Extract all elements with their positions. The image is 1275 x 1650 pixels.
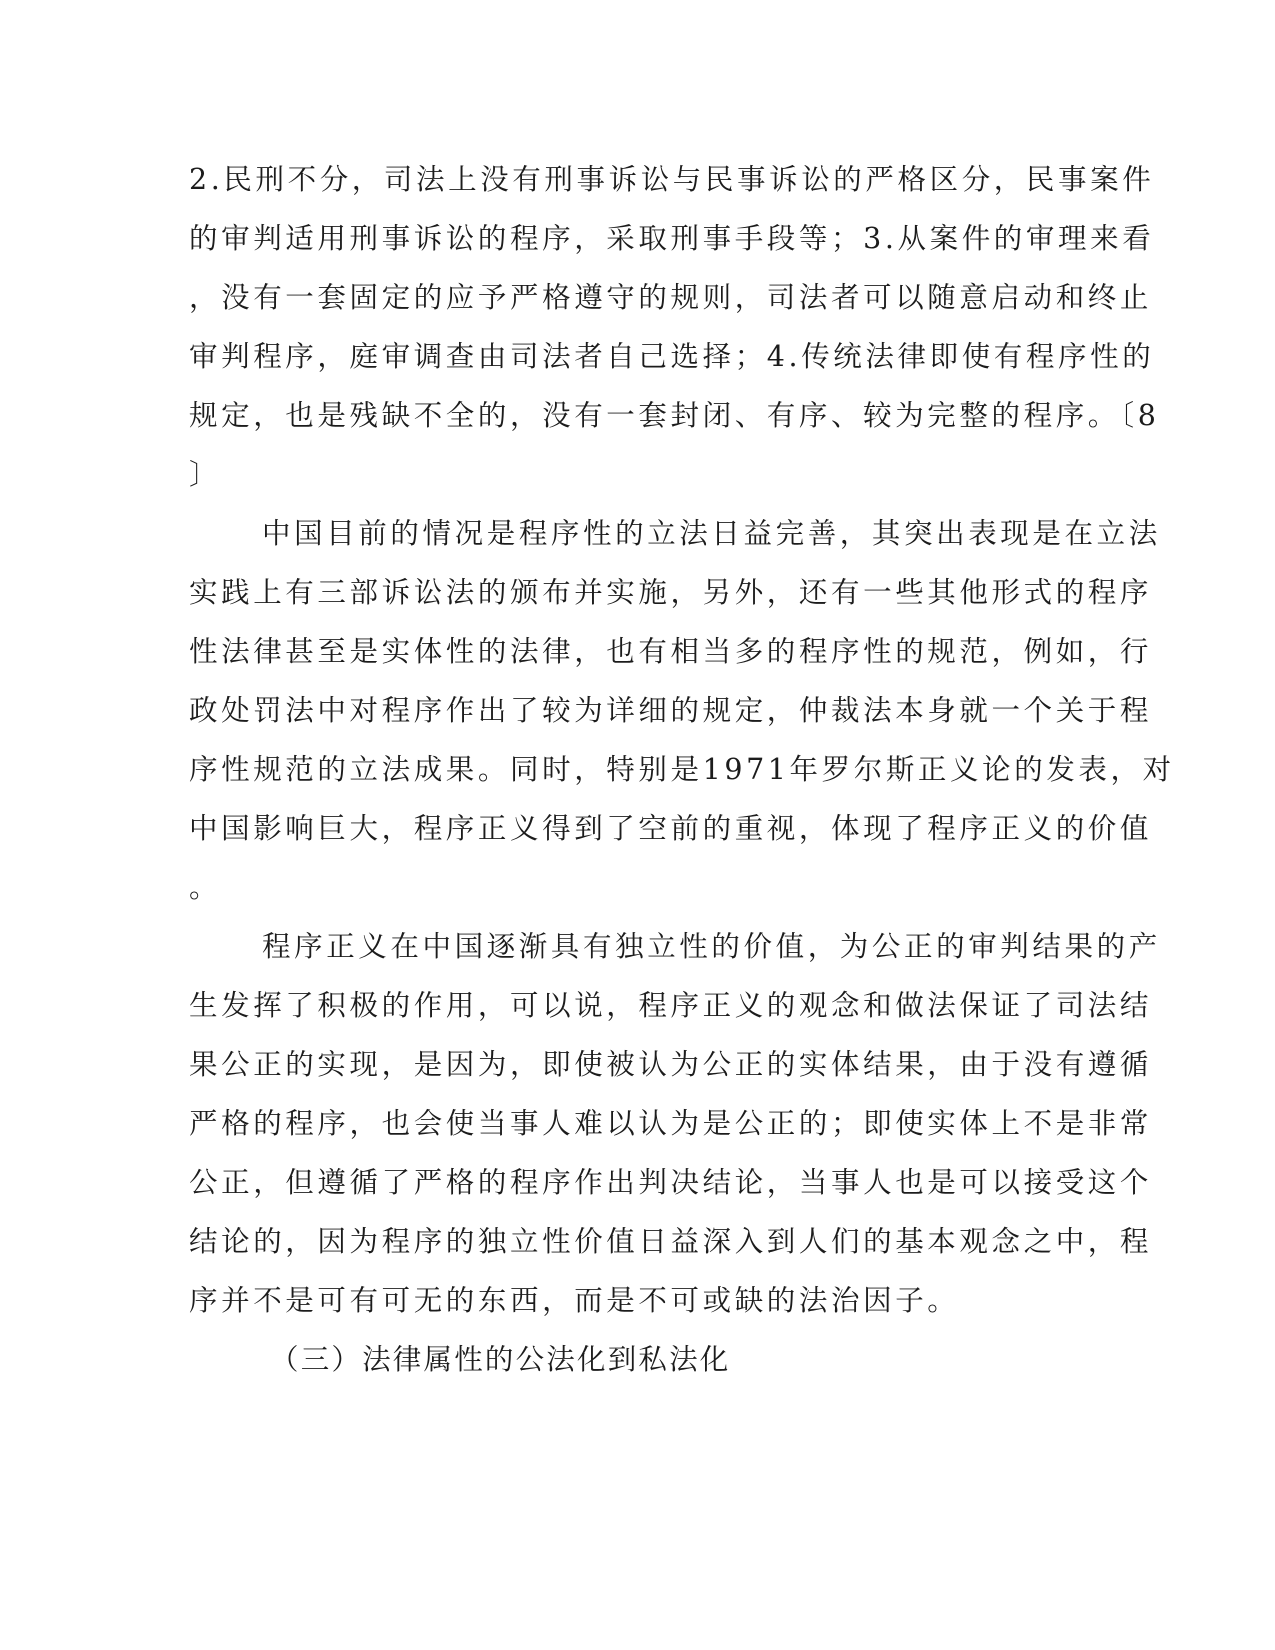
- paragraph-line: 结论的，因为程序的独立性价值日益深入到人们的基本观念之中，程: [189, 1225, 1153, 1258]
- paragraph-line: 严格的程序，也会使当事人难以认为是公正的；即使实体上不是非常: [189, 1107, 1153, 1140]
- paragraph-line: 的审判适用刑事诉讼的程序，采取刑事手段等；3.从案件的审理来看: [189, 222, 1155, 255]
- paragraph-line: 序性规范的立法成果。同时，特别是1971年罗尔斯正义论的发表，对: [189, 753, 1175, 786]
- paragraph-line: 〕: [189, 458, 222, 491]
- paragraph-line: 中国目前的情况是程序性的立法日益完善，其突出表现是在立法: [262, 517, 1161, 550]
- paragraph-line: 实践上有三部诉讼法的颁布并实施，另外，还有一些其他形式的程序: [189, 576, 1153, 609]
- paragraph-line: ，没有一套固定的应予严格遵守的规则，司法者可以随意启动和终止: [189, 281, 1153, 314]
- paragraph-line: 生发挥了积极的作用，可以说，程序正义的观念和做法保证了司法结: [189, 989, 1153, 1022]
- paragraph-line: 性法律甚至是实体性的法律，也有相当多的程序性的规范，例如，行: [189, 635, 1153, 668]
- paragraph-line: 公正，但遵循了严格的程序作出判决结论，当事人也是可以接受这个: [189, 1166, 1153, 1199]
- paragraph-line: 中国影响巨大，程序正义得到了空前的重视，体现了程序正义的价值: [189, 812, 1153, 845]
- paragraph-line: 序并不是可有可无的东西，而是不可或缺的法治因子。: [189, 1284, 960, 1317]
- paragraph-line: 果公正的实现，是因为，即使被认为公正的实体结果，由于没有遵循: [189, 1048, 1153, 1081]
- paragraph-line: 审判程序，庭审调查由司法者自己选择；4.传统法律即使有程序性的: [189, 340, 1155, 373]
- paragraph-line: 。: [189, 871, 222, 904]
- paragraph-line: 政处罚法中对程序作出了较为详细的规定，仲裁法本身就一个关于程: [189, 694, 1153, 727]
- paragraph-line: 程序正义在中国逐渐具有独立性的价值，为公正的审判结果的产: [262, 930, 1161, 963]
- paragraph-line: 规定，也是残缺不全的，没有一套封闭、有序、较为完整的程序。〔8: [189, 399, 1160, 432]
- section-heading: （三）法律属性的公法化到私法化: [270, 1343, 731, 1376]
- paragraph-line: 2.民刑不分，司法上没有刑事诉讼与民事诉讼的严格区分，民事案件: [189, 163, 1155, 196]
